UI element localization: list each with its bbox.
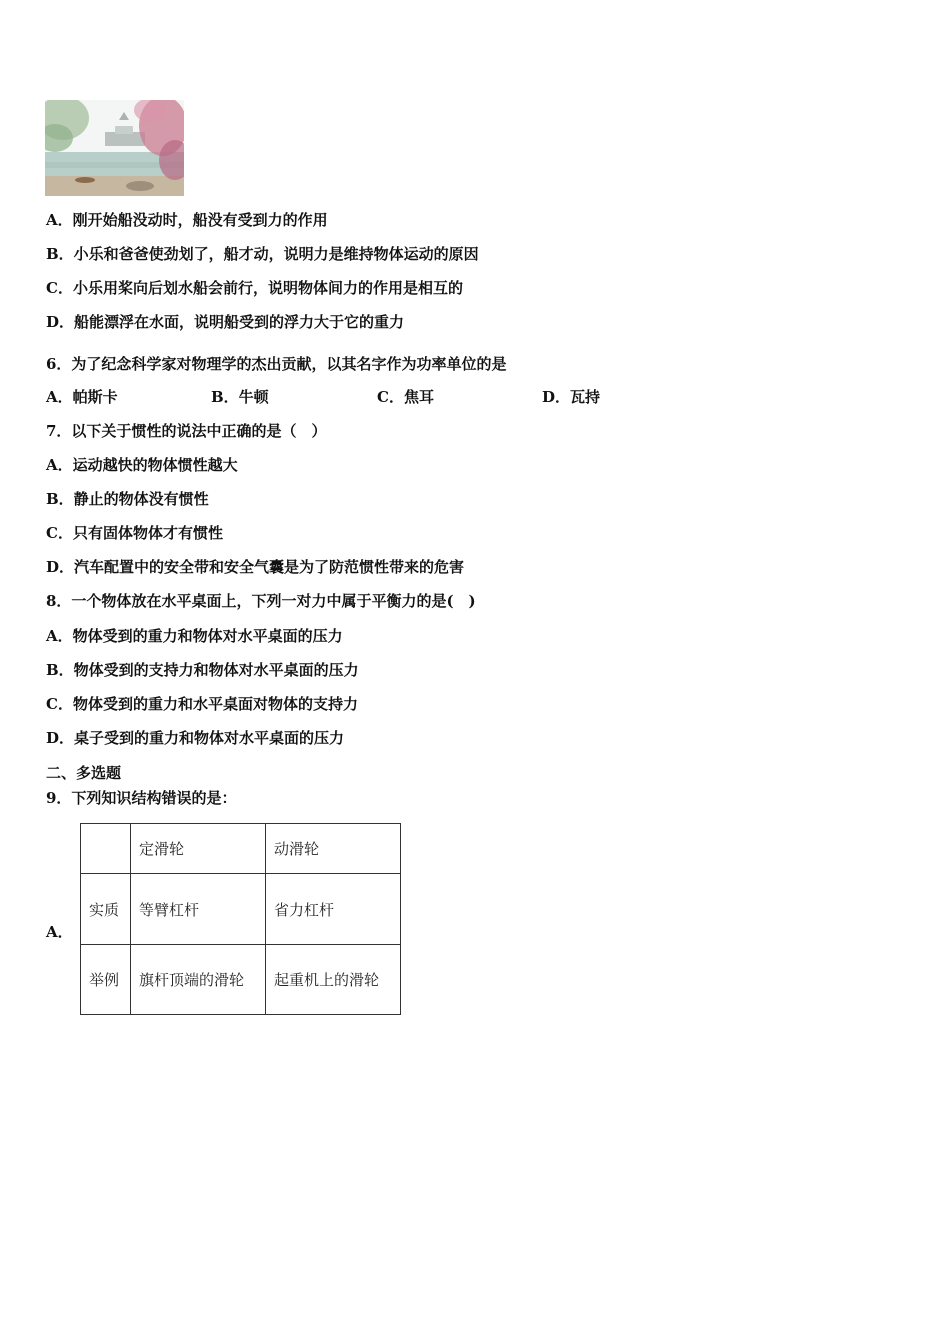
q9-stem: 9．下列知识结构错误的是：: [46, 789, 237, 807]
q8-option-b: B．物体受到的支持力和物体对水平桌面的压力: [46, 661, 359, 679]
lake-scene-drawing: [45, 100, 184, 196]
q5-option-b: B．小乐和爸爸使劲划了，船才动，说明力是维持物体运动的原因: [46, 245, 479, 263]
table-header-cell: 动滑轮: [266, 824, 401, 874]
table-cell: 等臂杠杆: [131, 874, 266, 945]
section-title: 二、多选题: [46, 764, 122, 782]
q8-option-d: D．桌子受到的重力和物体对水平桌面的压力: [46, 729, 345, 747]
table-row: [81, 945, 401, 1015]
q5-option-c: C．小乐用桨向后划水船会前行，说明物体间力的作用是相互的: [46, 279, 463, 297]
table-row-label: 实质: [81, 874, 131, 945]
q8-stem: 8．一个物体放在水平桌面上，下列一对力中属于平衡力的是( ): [46, 592, 476, 610]
table-header-cell: 定滑轮: [131, 824, 266, 874]
q6-option-c: C．焦耳: [377, 388, 434, 406]
q7-stem: 7．以下关于惯性的说法中正确的是（ ）: [46, 422, 327, 440]
knowledge-structure-table: [80, 823, 401, 1015]
q7-option-b: B．静止的物体没有惯性: [46, 490, 209, 508]
q8-option-c: C．物体受到的重力和水平桌面对物体的支持力: [46, 695, 358, 713]
q5-option-a: A．刚开始船没动时，船没有受到力的作用: [46, 211, 328, 229]
table-cell: 起重机上的滑轮: [266, 945, 401, 1015]
q7-option-a: A．运动越快的物体惯性越大: [46, 456, 238, 474]
lake-boat-photo: [45, 100, 184, 196]
q6-option-d: D．瓦持: [542, 388, 601, 406]
q6-stem: 6．为了纪念科学家对物理学的杰出贡献，以其名字作为功率单位的是: [46, 355, 507, 373]
table-cell: 省力杠杆: [266, 874, 401, 945]
q5-option-d: D．船能漂浮在水面，说明船受到的浮力大于它的重力: [46, 313, 405, 331]
table-row-label: 举例: [81, 945, 131, 1015]
table-header-row: [81, 824, 401, 874]
table-row: [81, 874, 401, 945]
table-cell: 旗杆顶端的滑轮: [131, 945, 266, 1015]
q7-option-d: D．汽车配置中的安全带和安全气囊是为了防范惯性带来的危害: [46, 558, 465, 576]
q6-option-a: A．帕斯卡: [46, 388, 118, 406]
q6-option-b: B．牛顿: [211, 388, 269, 406]
q9-option-a-label: A．: [46, 923, 73, 941]
q7-option-c: C．只有固体物体才有惯性: [46, 524, 223, 542]
q8-option-a: A．物体受到的重力和物体对水平桌面的压力: [46, 627, 343, 645]
table-cell: [81, 824, 131, 874]
